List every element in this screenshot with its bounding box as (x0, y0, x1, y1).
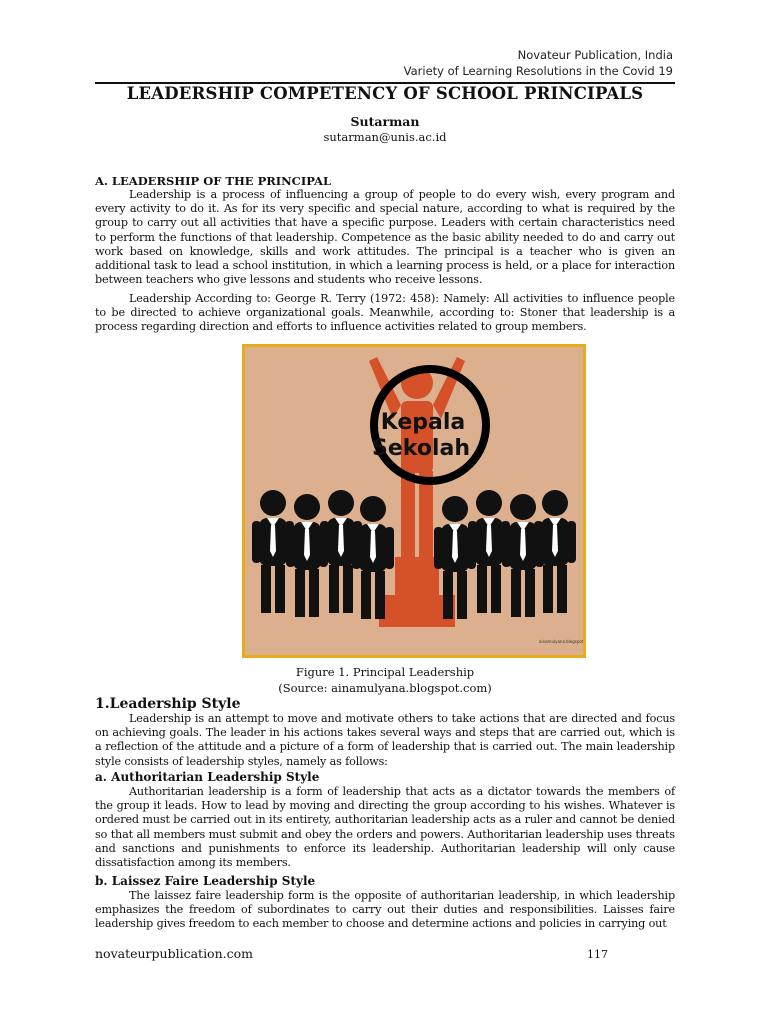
section-a-paragraph-1-text: Leadership is a process of influencing a group of people to do every wish, every program and every activity to do it. As for its very specific and special nature, according to what is required by the group to carry out all activities that have a specific purpose. Leaders with certain characteristics need to perform the functions of that leadership. Competence as the basic ability needed to do and carry out work based on knowledge, skills and work attitudes. The principal is a teacher who is given an additional task to lead a school institution, in which a learning process is held, or a place for interaction between teachers who give lessons and students who receive lessons. (95, 188, 675, 287)
page-number: 117 (587, 948, 608, 961)
leadership-style-paragraph (95, 712, 675, 769)
author-name: Sutarman (350, 114, 420, 129)
running-header-publisher: Novateur Publication, India (517, 48, 673, 62)
principal-leadership-figure (242, 344, 586, 658)
figure-caption: Figure 1. Principal Leadership (295, 665, 475, 679)
section-a-paragraph-2-text: Leadership According to: George R. Terry (1972: 458): Namely: All activities to influence people to be directed to achieve organizational goals. Meanwhile, according to: Stoner that leadership is a process regarding direction and efforts to influence activities related to group members. (95, 292, 675, 334)
running-header-book-title: Variety of Learning Resolutions in the Covid 19 (403, 64, 673, 78)
footer-site: novateurpublication.com (95, 946, 253, 961)
authoritarian-heading: a. Authoritarian Leadership Style (95, 770, 320, 784)
leadership-illustration (245, 347, 583, 655)
laissez-faire-paragraph-text: The laissez faire leadership form is the opposite of authoritarian leadership, in which leadership emphasizes the freedom of subordinates to carry out their duties and responsibilities. Laisses faire leadership gives freedom to each member to choose and determine actions and policies in carrying out (95, 889, 675, 931)
image-label-sekolah: Sekolah (372, 436, 470, 461)
section-a-paragraph-1 (95, 188, 675, 287)
section-a-paragraph-2 (95, 292, 675, 335)
paper-title: LEADERSHIP COMPETENCY OF SCHOOL PRINCIPALS (126, 84, 644, 103)
authoritarian-paragraph-text: Authoritarian leadership is a form of leadership that acts as a dictator towards the members of the group it leads. How to lead by moving and directing the group according to his wishes. Whatever is ordered must be carried out in its entirety, authoritarian leadership acts as a ruler and cannot be denied so that all members must submit and obey the orders and powers. Authoritarian leadership uses threats and sanctions and punishments to enforce its leadership. Authoritarian leadership will only cause dissatisfaction among its members. (95, 785, 675, 870)
leadership-style-heading: 1.Leadership Style (95, 696, 241, 712)
authoritarian-paragraph (95, 785, 675, 870)
image-label-kepala: Kepala (380, 410, 466, 435)
author-email: sutarman@unis.ac.id (323, 130, 447, 144)
image-credit: ainamulyana.blogspot (539, 639, 583, 644)
laissez-faire-heading: b. Laissez Faire Leadership Style (95, 874, 316, 888)
laissez-faire-paragraph (95, 889, 675, 932)
leadership-style-paragraph-text: Leadership is an attempt to move and motivate others to take actions that are directed and focus on achieving goals. The leader in his actions takes several ways and steps that are carried out, which is a reflection of the attitude and a picture of a form of leadership that is carried out. The main leadership style consists of leadership styles, namely as follows: (95, 712, 675, 768)
section-a-heading: A. LEADERSHIP OF THE PRINCIPAL (95, 174, 332, 188)
figure-source: (Source: ainamulyana.blogspot.com) (278, 681, 492, 695)
